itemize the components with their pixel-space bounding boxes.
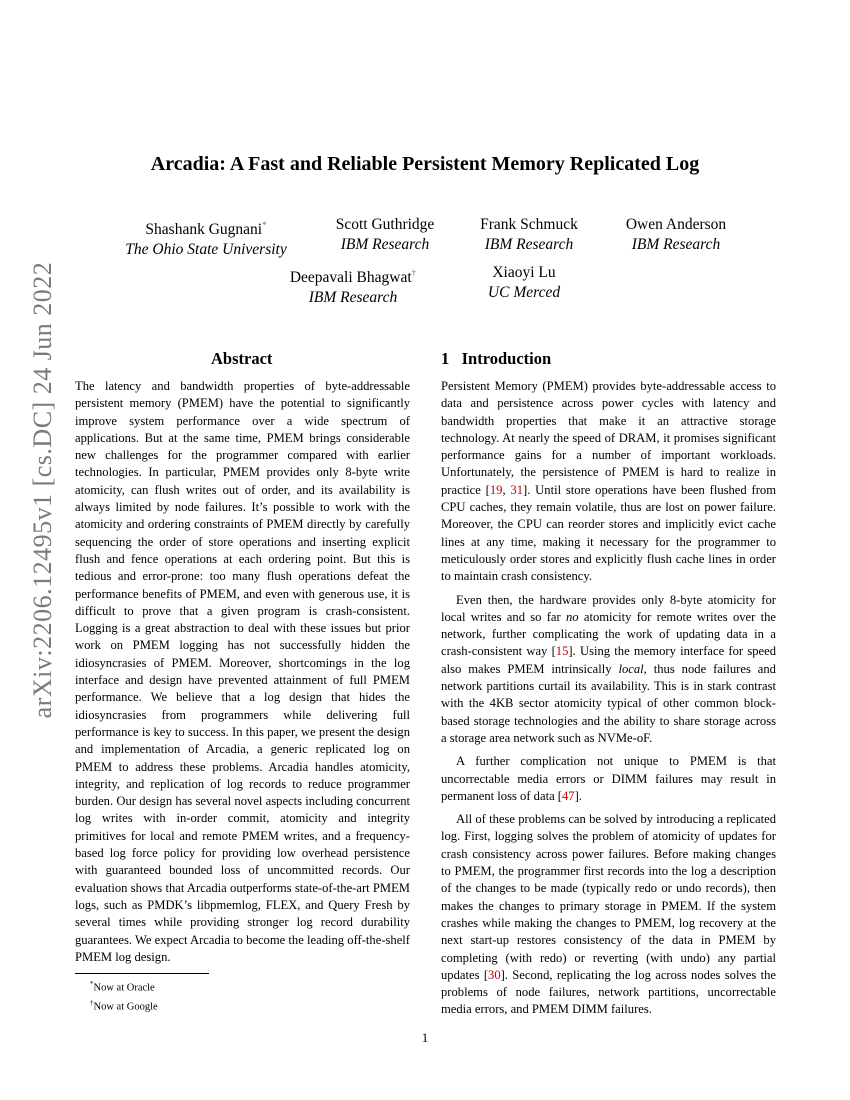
abstract-text: The latency and bandwidth properties of byte-addressable persistent memory (PMEM) have the potential to significantly improve system performance over a wide spectrum of applications. But at the same time, PMEM brings considerable new challenges for the programmer compared with earlier technologies. In particular, PMEM provides only 8-byte write atomicity, can flush writes out of order, and its availability is always limited by node failures. It’s possible to work with the atomicity and ordering constraints of PMEM directly by carefully sequencing the order of store operations and inserting explicit flush and fence operations at each ordering point. But this is tedious and error-prone: too many flush operations defeat the performance benefits of PMEM, and even with generous use, it is difficult to prove that a given program is crash-consistent. Logging is a great abstraction to deal with these issues but prior work on PMEM logging has not successfully hidden the idiosyncrasies of PMEM. Moreover, shortcomings in the log interface and design have prevented attainment of full PMEM performance. We believe that a log design that hides the idiosyncrasies from programmers while delivering full performance is key to success. In this paper, we present the design and implementation of Arcadia, a generic replicated log on PMEM to address these problems. Arcadia handles atomicity, integrity, and replication of log records to reduce programmer burden. Our design has several novel aspects including concurrent log writes with in-order commit, atomicity and integrity primitives for local and remote PMEM writes, and a frequency-based log force policy for providing low overhead persistence with guaranteed bounded loss of uncommitted records. Our evaluation shows that Arcadia outperforms state-of-the-art PMEM logs, such as PMDK’s libpmemlog, FLEX, and Query Fresh by several times while providing stronger log record durability guarantees. We expect Arcadia to become the leading off-the-shelf PMEM log design. xyxy=(75,379,410,964)
author-name: Xiaoyi Lu xyxy=(492,264,556,281)
author-affiliation: The Ohio State University xyxy=(125,241,287,259)
paper-title: Arcadia: A Fast and Reliable Persistent Memory Replicated Log xyxy=(150,153,700,175)
author-name: Shashank Gugnani xyxy=(145,221,263,239)
footnote-divider xyxy=(75,973,209,974)
author-block xyxy=(626,215,726,255)
author-block xyxy=(290,263,416,308)
author-name: Scott Guthridge xyxy=(335,216,435,233)
arxiv-identifier-text: arXiv:2206.12495v1 [cs.DC] 24 Jun 2022 xyxy=(28,261,57,719)
introduction-column xyxy=(441,378,776,1025)
author-footnote-mark[interactable]: † xyxy=(411,268,417,278)
author-affiliation: IBM Research xyxy=(631,236,721,253)
author-footnote-mark[interactable]: * xyxy=(262,220,267,230)
abstract-heading: Abstract xyxy=(211,349,273,368)
intro-paragraph: All of these problems can be solved by introducing a replicated log. First, logging solves the problem of atomicity of updates for crash consistency across power failures. Before making changes to PMEM, the programmer first records into the log a description of the changes to be made (typically redo or undo records), then makes the changes to primary storage in PMEM. If the system crashes while making the changes to PMEM, log recovery at the next start-up restores consistency of the data in PMEM by completing (with redo) or reverting (with undo) any partial updates [30]. Second, replicating the log across nodes solves the problems of node failures, network partitions, uncorrectable media errors, and PMEM DIMM failures. xyxy=(441,812,776,1017)
arxiv-identifier xyxy=(23,261,63,719)
author-block xyxy=(125,215,286,260)
author-block xyxy=(336,215,435,255)
intro-paragraph: Even then, the hardware provides only 8-byte atomicity for local writes and so far no atomicity for remote writes over the network, further complicating the work of updating data in a crash-consistent way [15]. Using the memory interface for speed also makes PMEM intrinsically local, thus node failures and network partitions curtail its availability. This is in stark contrast with the 4KB sector atomicity typical of other common block-based storage technologies and the ability to share storage across a storage area network such as NVMe-oF. xyxy=(441,592,777,745)
page-number: 1 xyxy=(421,1030,429,1045)
author-affiliation: IBM Research xyxy=(340,236,430,253)
author-block xyxy=(488,263,560,303)
footnote: *Now at Oracle xyxy=(90,980,155,994)
author-name: Owen Anderson xyxy=(625,216,727,233)
citation-link[interactable]: 47 xyxy=(562,788,575,803)
footnote: †Now at Google xyxy=(90,998,158,1012)
introduction-heading: 1 Introduction xyxy=(441,349,552,368)
author-affiliation: IBM Research xyxy=(484,236,574,253)
author-name: Deepavali Bhagwat xyxy=(289,269,412,287)
citation-link[interactable]: 19 xyxy=(489,482,503,497)
author-affiliation: UC Merced xyxy=(487,284,561,301)
author-block xyxy=(480,215,578,255)
author-affiliation: IBM Research xyxy=(308,289,398,307)
author-name: Frank Schmuck xyxy=(480,216,578,233)
intro-paragraph: A further complication not unique to PMEM is that uncorrectable media errors or DIMM failures may result in permanent loss of data [47]. xyxy=(441,754,776,803)
footnotes xyxy=(90,977,158,1014)
citation-link[interactable]: 31 xyxy=(510,482,524,497)
abstract-column xyxy=(75,378,410,972)
citation-link[interactable]: 30 xyxy=(488,967,501,982)
citation-link[interactable]: 15 xyxy=(555,644,569,659)
intro-paragraph: Persistent Memory (PMEM) provides byte-addressable access to data and persistence across power cycles with latency and bandwidth properties that make it an attractive storage technology. At nearly the speed of DRAM, it promises significant performance gains for a number of important workloads. Unfortunately, the persistence of PMEM is hard to realize in practice [19, 31]. Until store operations have been flushed from CPU caches, they remain volatile, thus are lost on power failure. Moreover, the CPU can reorder stores and implicitly evict cache lines at any time, making it necessary for the programmer to meticulously order stores and explicitly flush cache lines in order to maintain crash consistency. xyxy=(441,379,776,584)
